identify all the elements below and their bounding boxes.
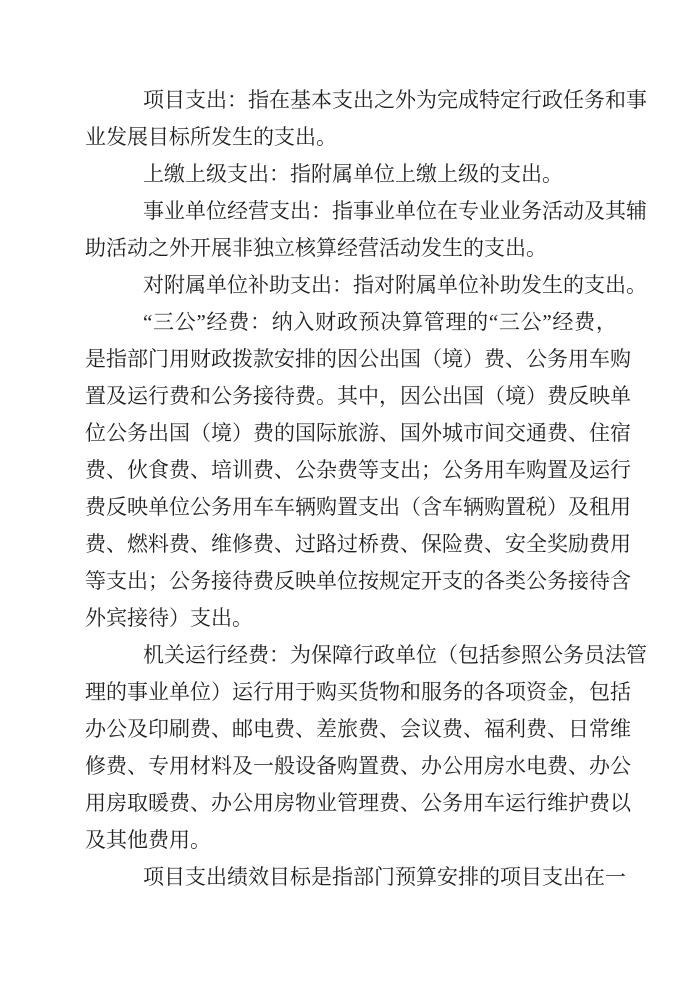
text-line: 是 指 部 门 用 财 政 拨 款 安 排 的 因 公 出 国 （ 境 ） 费 、 公 务 用 车 购: [85, 347, 631, 371]
paragraph: [85, 156, 617, 193]
text-line: “ 三 公 ” 经 费 ： 纳 入 财 政 预 决 算 管 理 的 “ 三 公 ” 经 费 ，: [143, 310, 617, 334]
text-line: 等 支 出 ； 公 务 接 待 费 反 映 单 位 按 规 定 开 支 的 各 类 公 务 接 待 含: [85, 569, 631, 593]
text-line: 外宾接待）支出。: [85, 606, 253, 630]
text-line: 位 公 务 出 国 （ 境 ） 费 的 国 际 旅 游 、 国 外 城 市 间 交 通 费 、 住 宿: [85, 421, 631, 445]
paragraph: [85, 193, 647, 267]
paragraph: [85, 267, 647, 304]
text-line: 理 的 事 业 单 位 ） 运 行 用 于 购 买 货 物 和 服 务 的 各 项 资 金 ， 包 括: [85, 680, 631, 704]
text-line: 对 附 属 单 位 补 助 支 出 ： 指 对 附 属 单 位 补 助 发 生 的 支 出 。: [143, 273, 647, 297]
text-line: 费 反 映 单 位 公 务 用 车 车 辆 购 置 支 出 （ 含 车 辆 购 置 税 ） 及 租 用: [85, 495, 631, 519]
text-line: 用 房 取 暖 费 、 办 公 用 房 物 业 管 理 费 、 公 务 用 车 运 行 维 护 费 以: [85, 791, 631, 815]
text-line: 修 费 、 专 用 材 料 及 一 般 设 备 购 置 费 、 办 公 用 房 水 电 费 、 办 公: [85, 754, 631, 778]
paragraph: [85, 859, 626, 896]
text-line: 费 、 伙 食 费 、 培 训 费 、 公 杂 费 等 支 出 ； 公 务 用 车 购 置 及 运 行: [85, 458, 631, 482]
text-line: 及其他费用。: [85, 828, 211, 852]
text-line: 费 、 燃 料 费 、 维 修 费 、 过 路 过 桥 费 、 保 险 费 、 安 全 奖 励 费 用: [85, 532, 631, 556]
text-line: 机 关 运 行 经 费 ： 为 保 障 行 政 单 位 （ 包 括 参 照 公 务 员 法 管: [143, 643, 647, 667]
paragraph: [85, 304, 631, 637]
text-line: 置 及 运 行 费 和 公 务 接 待 费 。 其 中 ， 因 公 出 国 （ 境 ） 费 反 映 单: [85, 384, 631, 408]
paragraph: [85, 82, 647, 156]
document-content: [85, 82, 647, 896]
text-line: 助活动之外开展非独立核算经营活动发生的支出。: [85, 236, 547, 260]
text-line: 办 公 及 印 刷 费 、 邮 电 费 、 差 旅 费 、 会 议 费 、 福 利 费 、 日 常 维: [85, 717, 631, 741]
text-line: 项 目 支 出 绩 效 目 标 是 指 部 门 预 算 安 排 的 项 目 支 出 在 一: [143, 865, 626, 889]
text-line: 项 目 支 出 ： 指 在 基 本 支 出 之 外 为 完 成 特 定 行 政 任 务 和 事: [143, 88, 647, 112]
text-line: 事 业 单 位 经 营 支 出 ： 指 事 业 单 位 在 专 业 业 务 活 动 及 其 辅: [143, 199, 647, 223]
paragraph: [85, 637, 647, 859]
text-line: 上缴上级支出：指附属单位上缴上级的支出。: [143, 162, 563, 186]
text-line: 业发展目标所发生的支出。: [85, 125, 337, 149]
